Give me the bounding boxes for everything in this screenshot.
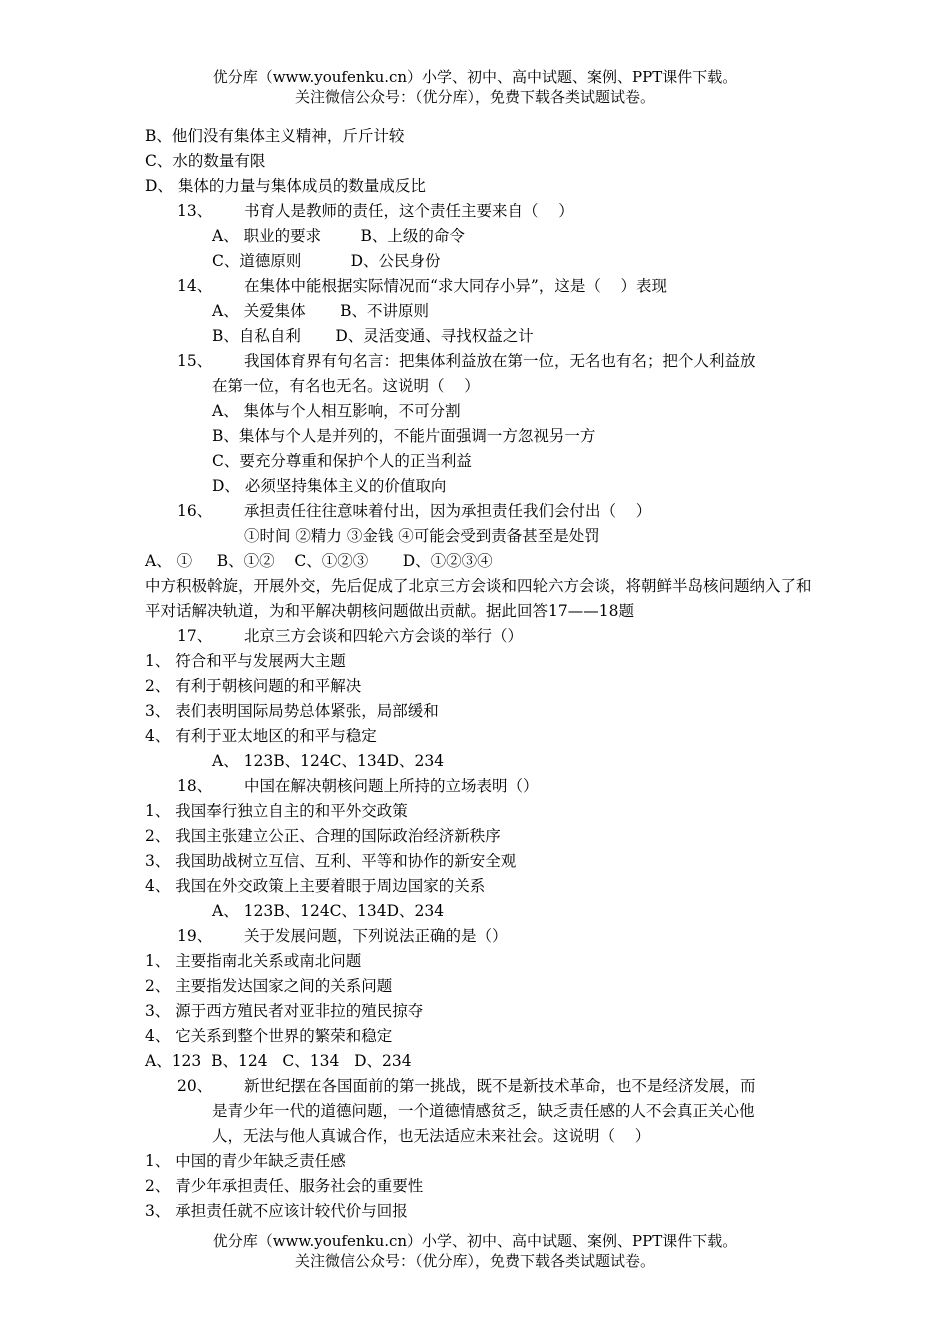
q12-option-c: C、水的数量有限 bbox=[145, 152, 266, 170]
q19-item-1: 1、 主要指南北关系或南北问题 bbox=[145, 952, 362, 970]
q18-item-1: 1、 我国奉行独立自主的和平外交政策 bbox=[145, 802, 408, 820]
header-line-2: 关注微信公众号：（优分库），免费下载各类试题试卷。 bbox=[294, 88, 655, 106]
question-20-stem-cont-1: 是青少年一代的道德问题，一个道德情感贫乏，缺乏责任感的人不会真正关心他 bbox=[212, 1102, 755, 1120]
question-19 bbox=[145, 924, 817, 949]
document-body bbox=[145, 124, 817, 1224]
question-stem: 中国在解决朝核问题上所持的立场表明（） bbox=[244, 777, 539, 795]
q19-item-2: 2、 主要指发达国家之间的关系问题 bbox=[145, 977, 393, 995]
q19-item-3: 3、 源于西方殖民者对亚非拉的殖民掠夺 bbox=[145, 1002, 424, 1020]
question-number: 20、 bbox=[177, 1077, 213, 1095]
q18-item-2: 2、 我国主张建立公正、合理的国际政治经济新秩序 bbox=[145, 827, 501, 845]
question-stem: 北京三方会谈和四轮六方会谈的举行（） bbox=[244, 627, 524, 645]
question-stem: 在集体中能根据实际情况而“求大同存小异”，这是（ ）表现 bbox=[244, 277, 668, 295]
q14-options-1: A、 关爱集体 B、不讲原则 bbox=[212, 302, 430, 320]
q17-item-1: 1、 符合和平与发展两大主题 bbox=[145, 652, 346, 670]
q20-item-3: 3、 承担责任就不应该计较代价与回报 bbox=[145, 1202, 408, 1220]
question-number: 14、 bbox=[177, 277, 213, 295]
question-number: 16、 bbox=[177, 502, 213, 520]
question-20-stem-cont-2: 人，无法与他人真诚合作，也无法适应未来社会。这说明（ ） bbox=[212, 1127, 651, 1145]
question-number: 18、 bbox=[177, 777, 213, 795]
question-stem: 关于发展问题，下列说法正确的是（） bbox=[244, 927, 508, 945]
question-stem: 书育人是教师的责任，这个责任主要来自（ ） bbox=[244, 202, 574, 220]
question-17 bbox=[145, 624, 817, 649]
q17-item-3: 3、 表们表明国际局势总体紧张，局部缓和 bbox=[145, 702, 439, 720]
q15-option-c: C、要充分尊重和保护个人的正当利益 bbox=[212, 452, 472, 470]
q18-item-4: 4、 我国在外交政策上主要着眼于周边国家的关系 bbox=[145, 877, 486, 895]
question-number: 15、 bbox=[177, 352, 213, 370]
q17-item-2: 2、 有利于朝核问题的和平解决 bbox=[145, 677, 362, 695]
question-15-stem-cont: 在第一位，有名也无名。这说明（ ） bbox=[212, 377, 480, 395]
q12-option-d: D、 集体的力量与集体成员的数量成反比 bbox=[145, 177, 426, 195]
q20-item-2: 2、 青少年承担责任、服务社会的重要性 bbox=[145, 1177, 424, 1195]
q13-options-2: C、道德原则 D、公民身份 bbox=[212, 252, 441, 270]
q19-item-4: 4、 它关系到整个世界的繁荣和稳定 bbox=[145, 1027, 393, 1045]
question-13 bbox=[145, 199, 817, 224]
question-20 bbox=[145, 1074, 817, 1099]
question-stem: 新世纪摆在各国面前的第一挑战，既不是新技术革命，也不是经济发展，而 bbox=[244, 1077, 756, 1095]
page-header bbox=[0, 67, 950, 107]
q17-item-4: 4、 有利于亚太地区的和平与稳定 bbox=[145, 727, 377, 745]
reading-passage: 中方积极斡旋，开展外交，先后促成了北京三方会谈和四轮六方会谈，将朝鲜半岛核问题纳入了和平对话解决轨道，为和平解决朝核问题做出贡献。据此回答17——18题 bbox=[145, 577, 812, 620]
header-line-1: 优分库（www.youfenku.cn）小学、初中、高中试题、案例、PPT课件下载。 bbox=[212, 68, 738, 86]
q15-option-b: B、集体与个人是并列的，不能片面强调一方忽视另一方 bbox=[212, 427, 596, 445]
q15-option-d: D、 必须坚持集体主义的价值取向 bbox=[212, 477, 447, 495]
page-footer bbox=[0, 1231, 950, 1271]
q20-item-1: 1、 中国的青少年缺乏责任感 bbox=[145, 1152, 346, 1170]
question-16 bbox=[145, 499, 817, 524]
q18-item-3: 3、 我国助战树立互信、互利、平等和协作的新安全观 bbox=[145, 852, 517, 870]
q19-answers: A、123 B、124 C、134 D、234 bbox=[145, 1052, 412, 1070]
footer-line-2: 关注微信公众号：（优分库），免费下载各类试题试卷。 bbox=[294, 1252, 655, 1270]
question-stem: 我国体育界有句名言：把集体利益放在第一位，无名也有名；把个人利益放 bbox=[244, 352, 756, 370]
q14-options-2: B、自私自利 D、灵活变通、寻找权益之计 bbox=[212, 327, 534, 345]
q12-option-b: B、他们没有集体主义精神，斤斤计较 bbox=[145, 127, 405, 145]
question-14 bbox=[145, 274, 817, 299]
question-stem: 承担责任往往意味着付出，因为承担责任我们会付出（ ） bbox=[244, 502, 652, 520]
q18-answers: A、 123B、124C、134D、234 bbox=[212, 902, 445, 920]
question-18 bbox=[145, 774, 817, 799]
q17-answers: A、 123B、124C、134D、234 bbox=[212, 752, 445, 770]
question-number: 19、 bbox=[177, 927, 213, 945]
footer-line-1: 优分库（www.youfenku.cn）小学、初中、高中试题、案例、PPT课件下载。 bbox=[212, 1232, 738, 1250]
q16-sub-items: ①时间 ②精力 ③金钱 ④可能会受到责备甚至是处罚 bbox=[244, 527, 600, 545]
question-number: 13、 bbox=[177, 202, 213, 220]
question-number: 17、 bbox=[177, 627, 213, 645]
question-15 bbox=[145, 349, 817, 374]
q15-option-a: A、 集体与个人相互影响，不可分割 bbox=[212, 402, 461, 420]
q16-answers: A、 ① B、①② C、①②③ D、①②③④ bbox=[145, 552, 493, 570]
q13-options-1: A、 职业的要求 B、上级的命令 bbox=[212, 227, 465, 245]
